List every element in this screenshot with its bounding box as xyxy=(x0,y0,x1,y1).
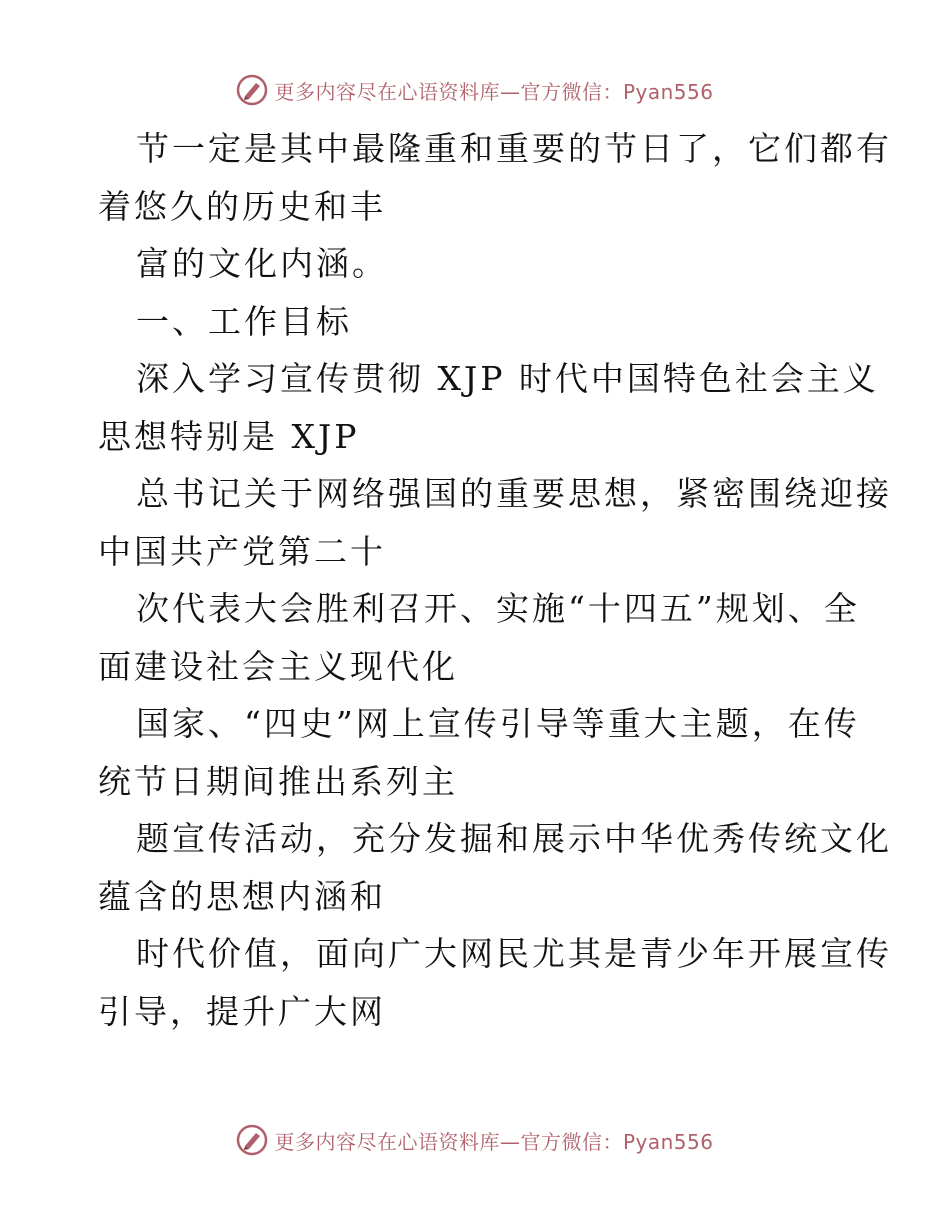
body-text-line: 统节日期间推出系列主 xyxy=(98,761,458,801)
body-text-line: 一、工作目标 xyxy=(136,301,352,341)
body-text-line: 节一定是其中最隆重和重要的节日了，它们都有 xyxy=(136,129,892,168)
body-text-line: 次代表大会胜利召开、实施“十四五”规划、全 xyxy=(136,589,860,628)
body-text-line: 总书记关于网络强国的重要思想，紧密围绕迎接 xyxy=(136,474,892,513)
pen-logo-icon xyxy=(236,1124,268,1156)
footer-watermark-banner xyxy=(0,1120,950,1160)
pen-logo-icon xyxy=(236,74,268,106)
body-text-line: 引导，提升广大网 xyxy=(98,991,386,1031)
body-text-line: 时代价值，面向广大网民尤其是青少年开展宣传 xyxy=(136,934,892,973)
body-text-line: 蕴含的思想内涵和 xyxy=(98,876,386,916)
header-watermark-banner xyxy=(0,70,950,110)
body-text-line: 题宣传活动，充分发掘和展示中华优秀传统文化 xyxy=(136,819,892,858)
body-text-line: 中国共产党第二十 xyxy=(98,531,386,571)
body-text-line: 思想特别是 XJP xyxy=(98,416,360,456)
footer-watermark-text: 更多内容尽在心语资料库—官方微信：Pyan556 xyxy=(274,1129,714,1154)
body-text-line: 着悠久的历史和丰 xyxy=(98,186,386,226)
body-text-line: 富的文化内涵。 xyxy=(136,244,388,283)
header-watermark-text: 更多内容尽在心语资料库—官方微信：Pyan556 xyxy=(274,79,714,104)
body-text-line: 深入学习宣传贯彻 XJP 时代中国特色社会主义 xyxy=(136,359,879,398)
document-body xyxy=(98,120,892,1040)
body-text-line: 面建设社会主义现代化 xyxy=(98,646,458,686)
body-text-line: 国家、“四史”网上宣传引导等重大主题，在传 xyxy=(136,704,860,743)
